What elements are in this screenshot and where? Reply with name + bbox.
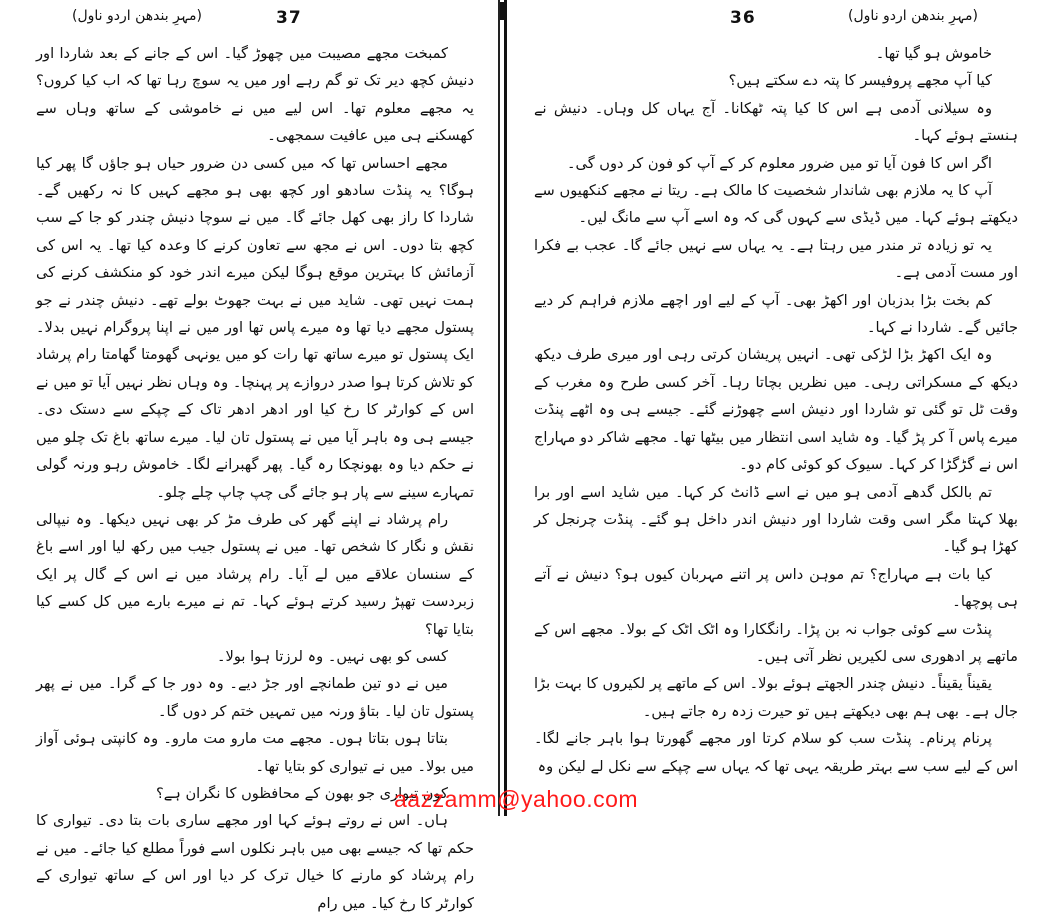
left-running-head: (مہرِ بندھن اردو ناول) [72,8,202,24]
paragraph: کم بخت بڑا بدزبان اور اکھڑ بھی۔ آپ کے لیے اور اچھے ملازم فراہم کر دیے جائیں گے۔ شاردا نے کہا۔ [534,291,1018,337]
right-running-head: (مہرِ بندھن اردو ناول) [848,8,978,24]
paragraph: مجھے احساس تھا کہ میں کسی دن ضرور حیاں ہو جاؤں گا پھر کیا ہوگا؟ یہ پنڈت سادھو اور کچھ بھی ہو مجھے کہیں کا نہ رکھیں گے۔ شاردا کا راز بھی کھل جائے گا۔ میں نے سوچا دنیش چندر کو جا کے سب کچھ بتا دوں۔ اس نے مجھ سے تعاون کرنے کا وعدہ کیا تھا۔ یہ اس کی آزمائش کا بہترین موقع ہوگا لیکن میرے اندر خود کو منکشف کرنے کی ہمت نہیں تھی۔ شاید میں نے بہت جھوٹ بولے تھے۔ دنیش چندر نے جو پستول مجھے دیا تھا وہ میرے پاس تھا اور میں نے اپنا پروگرام نہیں بدلا۔ ایک پستول تو میرے ساتھ تھا رات کو میں یونہی گھومتا گھامتا رام پرشاد کو تلاش کرتا ہوا صدر دروازے پر پہنچا۔ وہ وہاں نظر نہیں آیا تو میں نے اس کے کوارٹر کا رخ کیا اور ادھر ادھر تاک کے چپکے سے دستک دی۔ جیسے ہی وہ باہر آیا میں نے پستول تان لیا۔ میرے ساتھ باغ تک چلو میں نے حکم دیا وہ بھونچکا رہ گیا۔ پھر گھبرانے لگا۔ خاموش رہو ورنہ گولی تمہارے سینے سے پار ہو جائے گی چپ چاپ چلے چلو۔ [36,154,474,501]
paragraph: یہ تو زیادہ تر مندر میں رہتا ہے۔ یہ یہاں سے نہیں جائے گا۔ عجب بے فکرا اور مست آدمی ہے۔ [534,236,1018,282]
paragraph: تم بالکل گدھے آدمی ہو میں نے اسے ڈانٹ کر کہا۔ میں شاید اسے اور برا بھلا کہتا مگر اسی وقت شاردا اور دنیش اندر داخل ہو گئے۔ پنڈت چرنجل کر کھڑا ہو گیا۔ [534,483,1018,556]
paragraph: پنڈت سے کوئی جواب نہ بن پڑا۔ رانگکارا وہ اٹک اٹک کے بولا۔ مجھے اس کے ماتھے پر ادھوری سی لکیریں نظر آتی ہیں۔ [534,620,1018,665]
left-page-number: 37 [276,8,302,28]
gutter-mark [500,2,506,20]
paragraph: بتاتا ہوں بتاتا ہوں۔ مجھے مت مارو مت مارو۔ وہ کانپتی ہوئی آواز میں بولا۔ میں نے تیواری کو بتایا تھا۔ [36,730,474,775]
right-page-number: 36 [730,8,756,28]
right-page-header [534,0,1018,40]
right-page-text [534,40,1018,780]
paragraph: وہ ایک اکھڑ بڑا لڑکی تھی۔ انہیں پریشان کرتی رہی اور میری طرف دیکھ دیکھ کے مسکراتی رہی۔ میں نظریں بچاتا رہا۔ آخر کسی طرح وہ مغرب کے وقت ٹل تو گئی تو شاردا اور دنیش اسے چھوڑنے گئے۔ جیسے ہی وہ اٹھے پنڈت میرے پاس آ کر پڑ گیا۔ وہ شاید اسی انتظار میں بیٹھا تھا۔ مجھے شاکر دو مہاراج اس نے گڑگڑا کر کہا۔ سیوک کو کوئی کام دو۔ [534,346,1018,474]
paragraph: وہ سیلانی آدمی ہے اس کا کیا پتہ ٹھکانا۔ آج یہاں کل وہاں۔ دنیش نے ہنستے ہوئے کہا۔ [534,99,1018,145]
paragraph: میں نے دو تین طمانچے اور جڑ دیے۔ وہ دور جا کے گرا۔ میں نے پھر پستول تان لیا۔ بتاؤ ورنہ میں تمہیں ختم کر دوں گا۔ [36,675,474,720]
paragraph: کسی کو بھی نہیں۔ وہ لرزتا ہوا بولا۔ [217,647,448,665]
paragraph: یقیناً یقیناً۔ دنیش چندر الجھتے ہوئے بولا۔ اس کے ماتھے پر لکیروں کا بہت بڑا جال ہے۔ بھی ہم بھی دیکھتے ہیں تو حیرت زدہ رہ جاتے ہیں۔ [534,675,1018,720]
gutter-line [498,0,500,816]
paragraph: اگر اس کا فون آیا تو میں ضرور معلوم کر کے آپ کو فون کر دوں گی۔ [566,154,992,172]
left-page-header [36,0,474,40]
book-gutter [496,0,510,816]
paragraph: کمبخت مجھے مصیبت میں چھوڑ گیا۔ اس کے جانے کے بعد شاردا اور دنیش کچھ دیر تک تو گم رہے اور میں یہ سوچ رہا تھا کہ اب کیا کروں؟ یہ مجھے معلوم تھا۔ اس لیے میں نے خاموشی کے ساتھ وہاں سے کھسکنے ہی میں عافیت سمجھی۔ [36,45,474,145]
paragraph: کیا بات ہے مہاراج؟ تم موہن داس پر اتنے مہربان کیوں ہو؟ دنیش نے آتے ہی پوچھا۔ [534,565,1018,611]
gutter-line [504,0,507,816]
paragraph: خاموش ہو گیا تھا۔ [875,45,992,62]
right-page [510,0,1056,816]
paragraph: پرنام پرنام۔ پنڈت سب کو سلام کرتا اور مجھے گھورتا ہوا باہر جانے لگا۔ اس کے لیے سب سے بہتر طریقہ یہی تھا کہ یہاں سے چپکے سے نکل لے لیکن وہ [534,730,1018,775]
paragraph: کیا آپ مجھے پروفیسر کا پتہ دے سکتے ہیں؟ [728,72,992,90]
footer-email-link[interactable]: aazzamm@yahoo.com [394,786,639,812]
left-page [0,0,496,912]
paragraph: آپ کا یہ ملازم بھی شاندار شخصیت کا مالک ہے۔ ریتا نے مجھے کنکھیوں سے دیکھتے ہوئے کہا۔ میں ڈیڈی سے کہوں گی کہ وہ اسے آپ سے مانگ لیں۔ [534,182,1018,227]
paragraph: رام پرشاد نے اپنے گھر کی طرف مڑ کر بھی نہیں دیکھا۔ وہ نیپالی نقش و نگار کا شخص تھا۔ میں نے پستول جیب میں رکھ لیا اور اسے باغ کے سنسان علاقے میں لے آیا۔ رام پرشاد میں نے اس کے گال پر ایک زبردست تھپڑ رسید کرتے ہوئے کہا۔ تم نے میرے بارے میں کل کسے کیا بتایا تھا؟ [36,510,474,638]
paragraph: ہاں۔ اس نے روتے ہوئے کہا اور مجھے ساری بات بتا دی۔ تیواری کا حکم تھا کہ جیسے بھی میں باہر نکلوں اسے فوراً مطلع کیا جائے۔ میں نے رام پرشاد کو مارنے کا خیال ترک کر دیا اور اس کے ساتھ تیواری کے کوارٹر کا رخ کیا۔ میں رام [36,812,474,912]
paragraph: کون تیواری جو بھون کے محافظوں کا نگران ہے؟ [155,784,448,802]
